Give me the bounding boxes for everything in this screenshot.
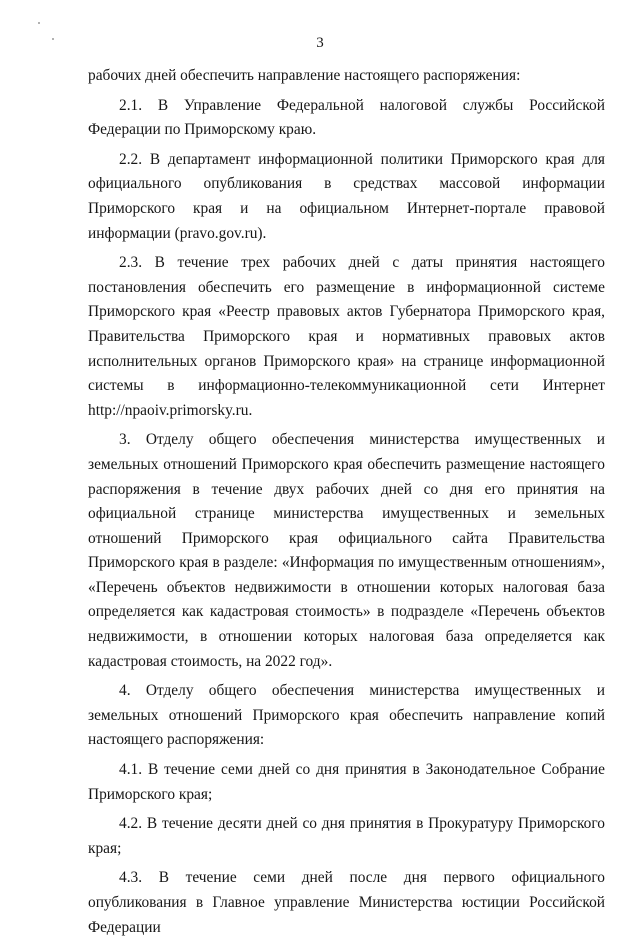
page-number: 3: [316, 35, 324, 51]
paragraph-4-3: 4.3. В течение семи дней после дня первого официального опубликования в Главное управление Министерства юстиции Российской Федерации: [88, 869, 605, 936]
paragraph-continuation: рабочих дней обеспечить направление настоящего распоряжения:: [88, 67, 521, 84]
paragraph-3: 3. Отделу общего обеспечения министерства имущественных и земельных отношений Приморского края обеспечить размещение настоящего распоряжения в течение двух рабочих дней со дня его принятия на официальной странице министерства имущественных и земельных отношений Приморского края официального сайта Правительства Приморского края в разделе: «Информация по имущественным отношениям», «Перечень объектов недвижимости в отношении которых налоговая база определяется как кадастровая стоимость» в подразделе «Перечень объектов недвижимости, в отношении которых налоговая база определяется как кадастровая стоимость, на 2022 год».: [88, 431, 605, 670]
paragraph-2-2: 2.2. В департамент информационной политики Приморского края для официального опубликования в средствах массовой информации Приморского края и на официальном Интернет-портале правовой информации (pravo.gov.ru).: [88, 150, 605, 242]
paragraph-2-1: 2.1. В Управление Федеральной налоговой службы Российской Федерации по Приморскому краю.: [88, 96, 605, 139]
paragraph-4: 4. Отделу общего обеспечения министерства имущественных и земельных отношений Приморского края обеспечить направление копий настоящего распоряжения:: [88, 682, 605, 749]
scan-speck: [38, 22, 40, 24]
document-body: [88, 64, 605, 940]
paragraph-4-2: 4.2. В течение десяти дней со дня принятия в Прокуратуру Приморского края;: [88, 815, 605, 857]
paragraph-4-1: 4.1. В течение семи дней со дня принятия в Законодательное Собрание Приморского края;: [88, 761, 605, 803]
paragraph-2-3: 2.3. В течение трех рабочих дней с даты принятия настоящего постановления обеспечить его размещение в информационной системе Приморского края «Реестр правовых актов Губернатора Приморского края, Правительства Приморского края и нормативных правовых актов исполнительных органов Приморского края» на странице информационной системы в информационно-телекоммуникационной сети Интернет http://npaoiv.primorsky.ru.: [88, 254, 605, 419]
